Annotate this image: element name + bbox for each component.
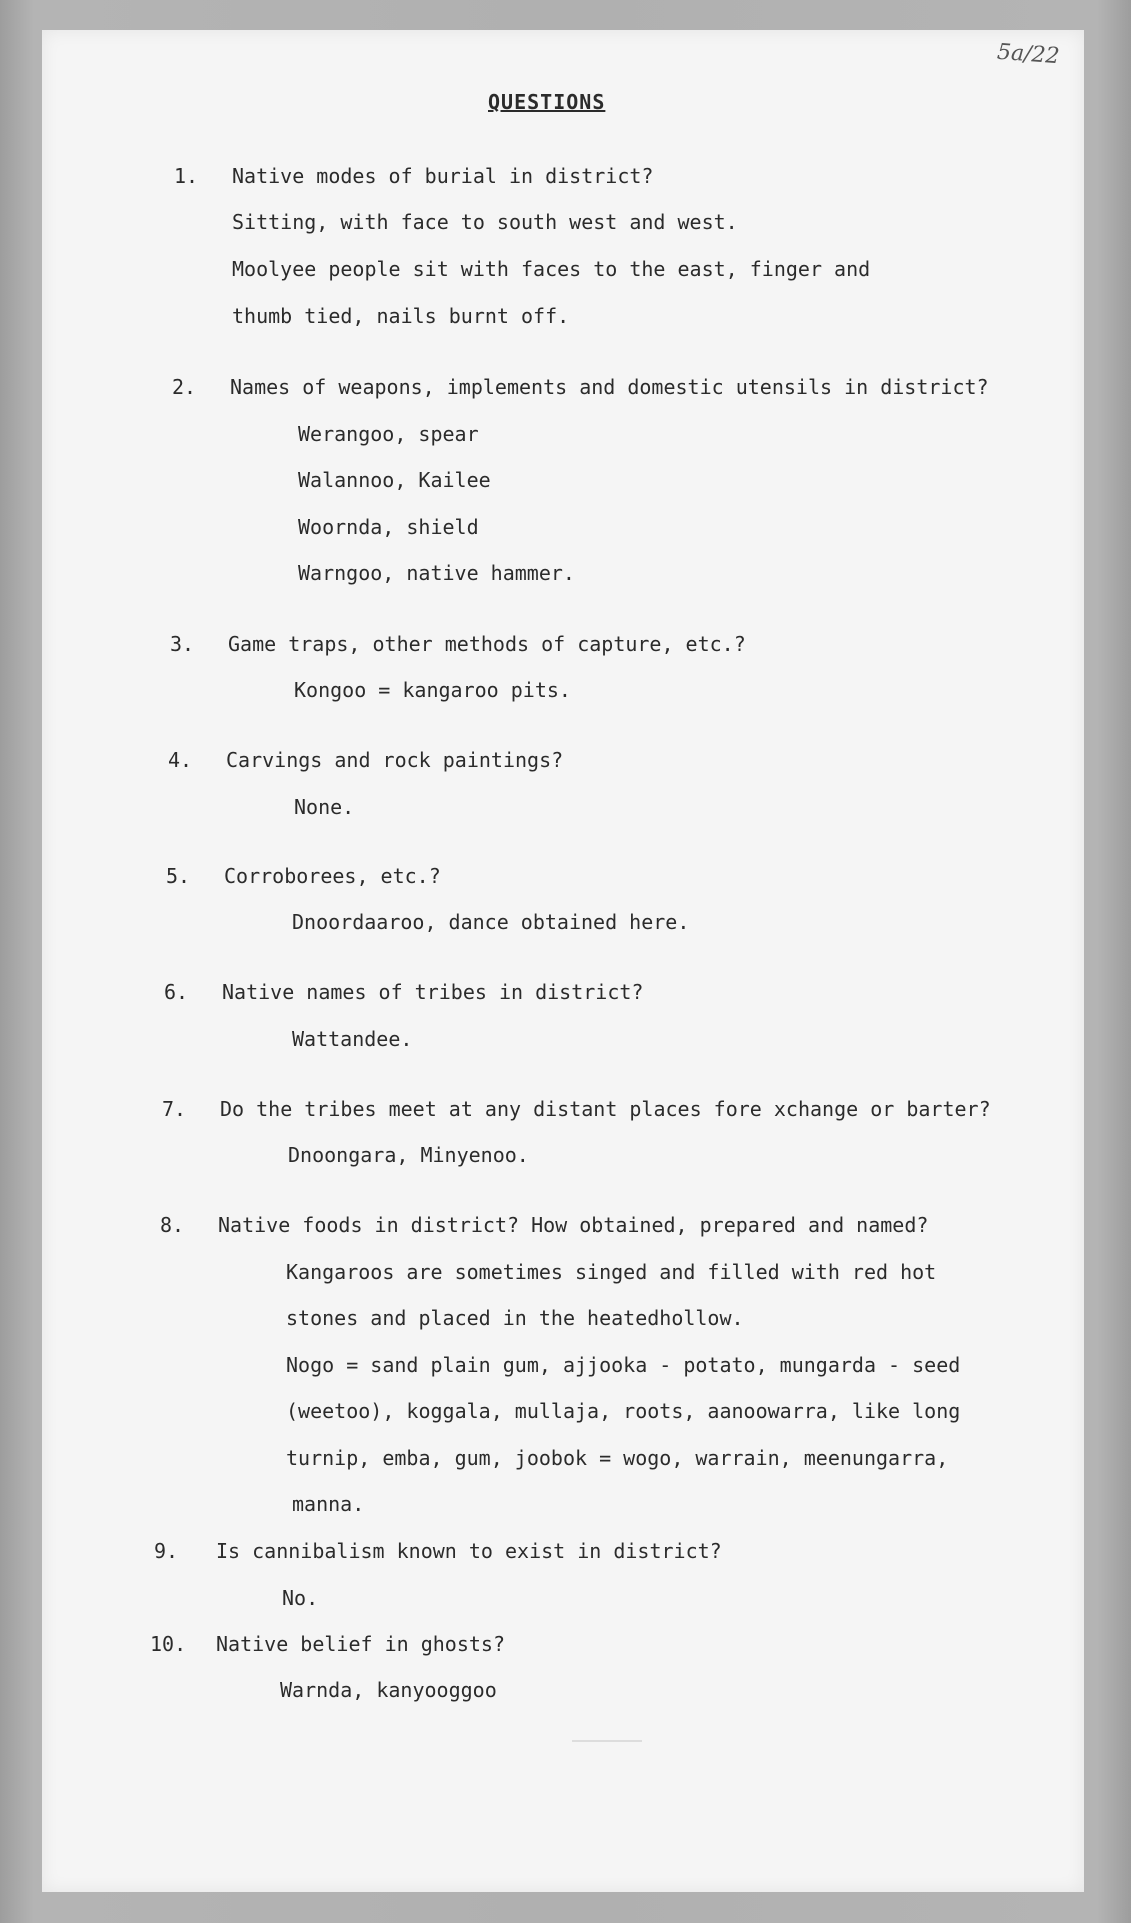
answer-line: (weetoo), koggala, mullaja, roots, aanoowarra, like long [286,1399,961,1423]
answer-line: Sitting, with face to south west and west. [232,210,738,234]
question-text: Carvings and rock paintings? [226,748,564,772]
answer-line: Kongoo = kangaroo pits. [294,678,571,702]
question-text: Native modes of burial in district? [232,164,654,188]
question-text: Native names of tribes in district? [222,980,644,1004]
question-text: Native foods in district? How obtained, prepared and named? [218,1213,929,1237]
question-number: 1. [174,164,199,188]
answer-line: Warnda, kanyooggoo [280,1678,497,1702]
question-number: 4. [168,748,193,772]
answer-line: No. [282,1586,319,1610]
answer-line: Dnoongara, Minyenoo. [288,1143,529,1167]
answer-line: Werangoo, spear [298,422,479,446]
question-text: Do the tribes meet at any distant places fore xchange or barter? [220,1097,991,1121]
question-number: 10. [150,1632,187,1656]
answer-line: Warngoo, native hammer. [298,561,575,585]
stray-mark [572,1740,642,1742]
answer-line: thumb tied, nails burnt off. [232,304,570,328]
answer-line: Nogo = sand plain gum, ajjooka - potato, mungarda - seed [286,1353,961,1377]
answer-line: stones and placed in the heatedhollow. [286,1306,744,1330]
question-number: 2. [172,375,197,399]
archive-reference: 5a/22 [996,39,1061,70]
question-text: Game traps, other methods of capture, etc.? [228,632,746,656]
question-text: Corroborees, etc.? [224,864,441,888]
question-number: 3. [170,632,195,656]
question-text: Is cannibalism known to exist in district? [216,1539,722,1563]
question-text: Names of weapons, implements and domestic utensils in district? [230,375,989,399]
answer-line: Walannoo, Kailee [298,468,491,492]
answer-line: turnip, emba, gum, joobok = wogo, warrain, meenungarra, [286,1446,949,1470]
answer-line: Wattandee. [292,1027,413,1051]
question-text: Native belief in ghosts? [216,1632,505,1656]
page-title: QUESTIONS [488,90,606,114]
answer-line: Moolyee people sit with faces to the east, finger and [232,257,871,281]
question-number: 9. [154,1539,179,1563]
answer-line: Kangaroos are sometimes singed and filled with red hot [286,1260,937,1284]
answer-line: Woornda, shield [298,515,479,539]
question-number: 6. [164,980,189,1004]
question-number: 8. [160,1213,185,1237]
question-number: 5. [166,864,191,888]
question-number: 7. [162,1097,187,1121]
answer-line: None. [294,795,355,819]
answer-line: manna. [292,1492,365,1516]
answer-line: Dnoordaaroo, dance obtained here. [292,910,690,934]
document-page [42,30,1084,1892]
